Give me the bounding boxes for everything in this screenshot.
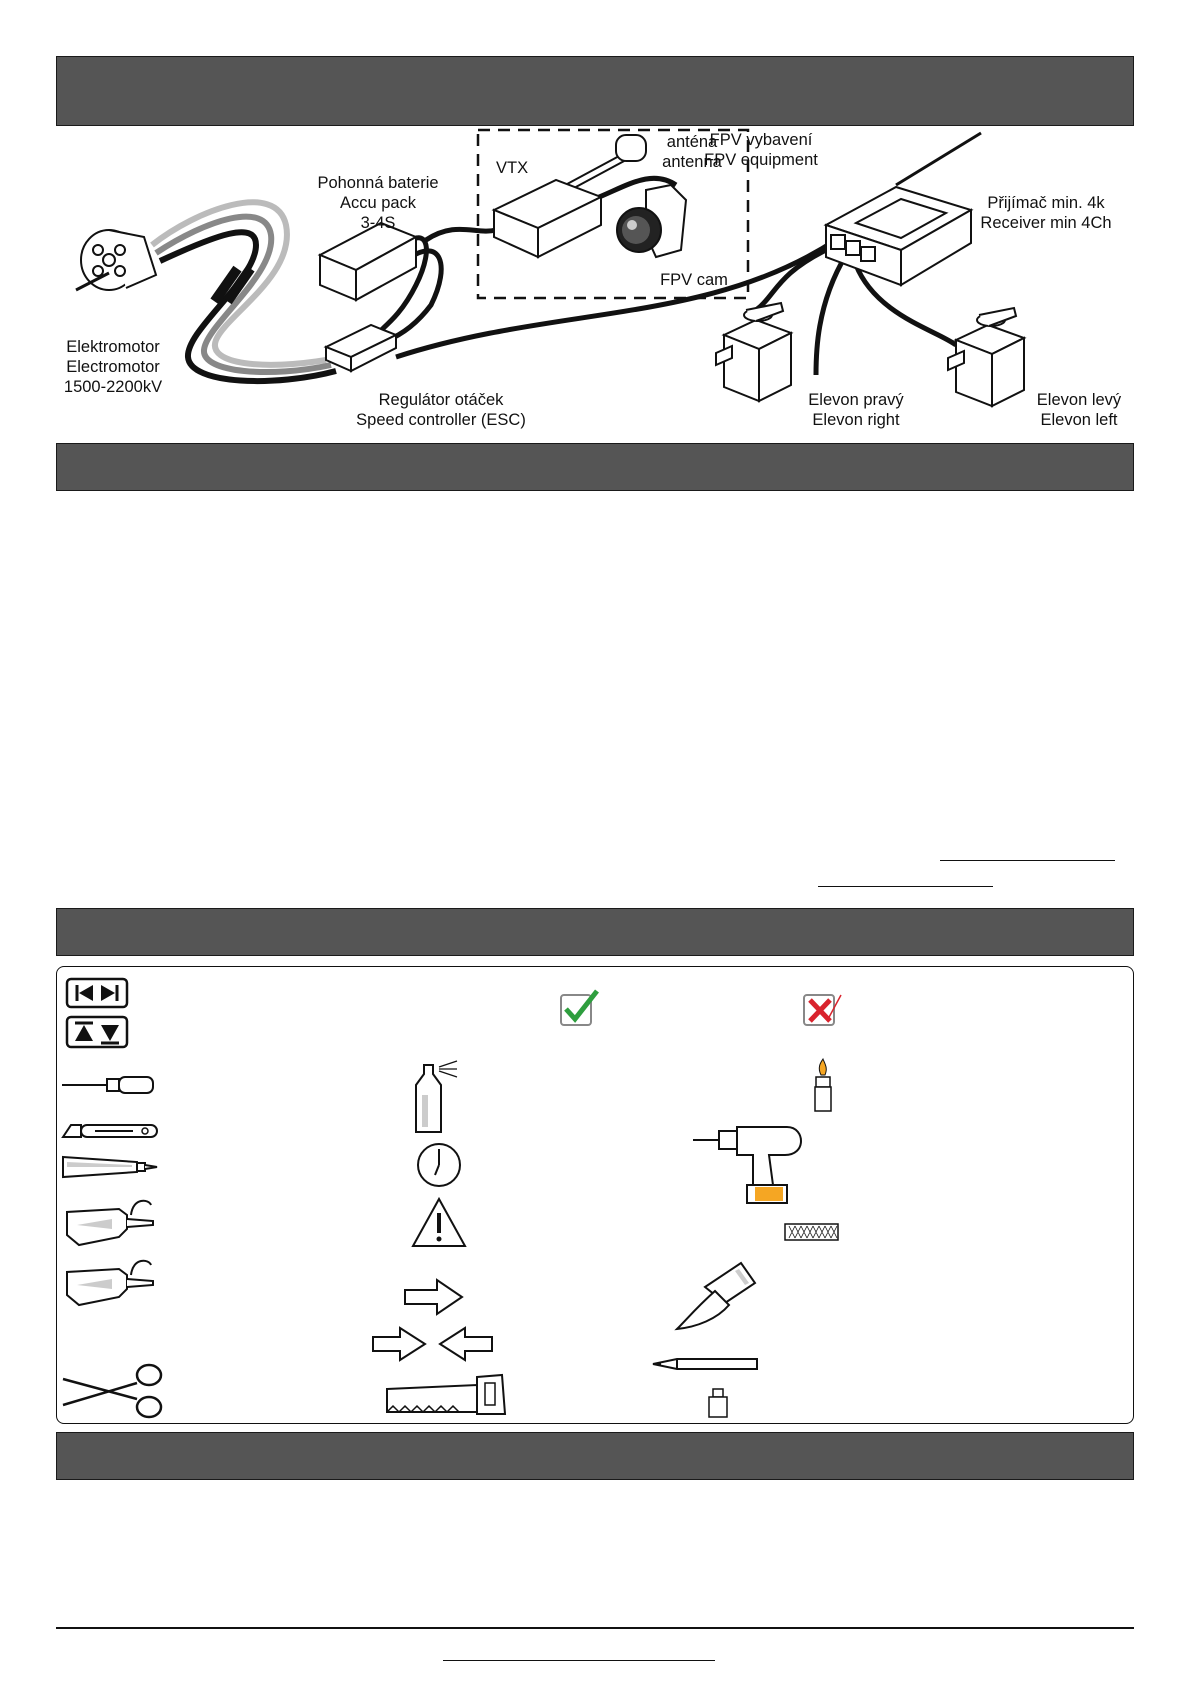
- vtx-drawing: [494, 180, 601, 257]
- elevon-right-label-2: Elevon right: [812, 411, 900, 429]
- esc-drawing: [326, 325, 396, 371]
- fpv-group-label-cs: FPV vybavení: [709, 131, 813, 149]
- battery-label-3: 3-4S: [360, 214, 396, 232]
- link-underline-2[interactable]: [818, 886, 993, 887]
- esc-label-2: Speed controller (ESC): [356, 411, 526, 429]
- pencil-icon: [653, 1359, 757, 1369]
- section-band-1: [56, 443, 1134, 491]
- saw-icon: [387, 1375, 505, 1414]
- receiver-drawing: [826, 187, 971, 285]
- header-band-top: [56, 56, 1134, 126]
- motor-label-1: Elektromotor: [66, 338, 160, 356]
- screwdriver-icon: [62, 1077, 153, 1093]
- battery-drawing: [320, 223, 416, 300]
- vtx-label: VTX: [496, 159, 529, 177]
- clock-icon: [418, 1144, 460, 1186]
- antenna-label-cs: anténa: [666, 133, 718, 151]
- skip-horizontal-icon: [67, 979, 127, 1007]
- esc-label-1: Regulátor otáček: [378, 391, 504, 409]
- elevon-left-label-2: Elevon left: [1040, 411, 1118, 429]
- motor-drawing: [76, 230, 156, 290]
- antenna-label-en: antenna: [662, 153, 722, 171]
- glue-bottle-icon: [67, 1201, 153, 1245]
- receiver-label-2: Receiver min 4Ch: [980, 214, 1112, 232]
- fpv-cam-label: FPV cam: [660, 271, 728, 289]
- antenna-drawing: [616, 135, 646, 161]
- motor-label-2: Electromotor: [66, 358, 160, 376]
- hobby-knife-icon: [63, 1125, 157, 1137]
- symbol-legend: [56, 966, 1134, 1424]
- weight-icon: [709, 1389, 727, 1417]
- cross-icon: [804, 995, 841, 1025]
- footer-link-underline[interactable]: [443, 1660, 715, 1661]
- section-band-2: [56, 908, 1134, 956]
- servo-left-drawing: [948, 308, 1024, 406]
- receiver-label-1: Přijímač min. 4k: [987, 194, 1105, 212]
- sanding-block-icon: [785, 1224, 838, 1240]
- glue-bottle-2-icon: [67, 1261, 153, 1305]
- fpv-cam-drawing: [617, 185, 686, 257]
- arrows-converge-icon: [373, 1328, 492, 1360]
- motor-label-3: 1500-2200kV: [63, 378, 163, 396]
- lighter-icon: [815, 1059, 831, 1111]
- footer-rule: [56, 1627, 1134, 1629]
- servo-right-drawing: [716, 303, 791, 401]
- arrow-right-icon: [405, 1280, 462, 1314]
- elevon-left-label-1: Elevon levý: [1036, 391, 1122, 409]
- check-icon: [561, 991, 597, 1025]
- fpv-group-label-en: FPV equipment: [704, 151, 818, 169]
- cordless-drill-icon: [693, 1127, 801, 1203]
- wiring-diagram: [56, 125, 1134, 437]
- paint-brush-icon: [677, 1263, 755, 1329]
- battery-label-1: Pohonná baterie: [317, 174, 439, 192]
- battery-label-2: Accu pack: [339, 194, 417, 212]
- skip-vertical-icon: [67, 1017, 127, 1047]
- spray-bottle-icon: [416, 1061, 457, 1132]
- scissors-icon: [63, 1365, 161, 1417]
- link-underline-1[interactable]: [940, 860, 1115, 861]
- elevon-right-label-1: Elevon pravý: [808, 391, 904, 409]
- glue-tube-icon: [63, 1157, 157, 1177]
- warning-icon: [413, 1199, 465, 1246]
- section-band-3: [56, 1432, 1134, 1480]
